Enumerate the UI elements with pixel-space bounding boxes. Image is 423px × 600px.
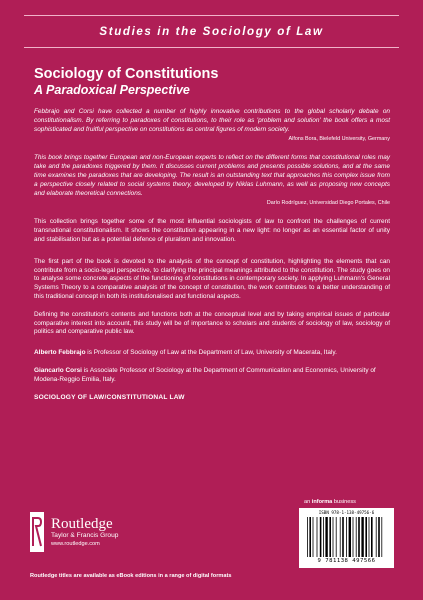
- series-banner: [0, 0, 423, 62]
- barcode-bars: [307, 517, 386, 557]
- publisher-logo: [30, 512, 118, 552]
- subject-category: SOCIOLOGY OF LAW/CONSTITUTIONAL LAW: [34, 393, 185, 401]
- back-cover-content: [34, 66, 390, 401]
- description-paragraph-1: This collection brings together some of the most influential sociologists of law to confront the challenges of current transnational constitutionalism. It shows the constitution appearing in a new light: no longer as an essential factor of unity and stabilisation but as a potential defence of pluralism and innovation.: [34, 218, 390, 243]
- author-bio-1: [34, 349, 390, 358]
- informa-tagline: an informa business: [304, 499, 356, 505]
- book-subtitle: A Paradoxical Perspective: [34, 83, 190, 97]
- description-paragraph-3: Defining the constitution's contents and functions both at the conceptual level and by taking empirical issues of particular comparative interest into account, this study will be of importance to scholars and students of sociology of law, sociology of politics and comparative public law.: [34, 310, 390, 336]
- author-name-2: Giancarlo Corsi: [34, 366, 82, 374]
- isbn-label: ISBN 978-1-138-49756-6: [318, 510, 375, 515]
- author-bio-text-1: is Professor of Sociology of Law at the Department of Law, University of Macerata, Italy.: [85, 349, 337, 357]
- series-title: Studies in the Sociology of Law: [99, 24, 324, 38]
- author-name-1: Alberto Febbrajo: [34, 349, 86, 357]
- author-bio-text-2: is Associate Professor of Sociology at the Department of Communication and Economics, University of Modena-Reggio Emilia, Italy.: [34, 366, 376, 383]
- review-quote-1: Febbrajo and Corsi have collected a number of highly innovative contributions to the global scholarly debate on constitutionalism. By referring to paradoxes of constitutions, to their role as 'problem and solution' the book offers a most sophisticated and fruitful perspective on constitutions as central figures of modern society.: [34, 108, 390, 133]
- series-bottom-rule: [24, 47, 399, 48]
- ebook-availability-note: Routledge titles are available as eBook editions in a range of digital formats: [30, 573, 232, 579]
- book-title: Sociology of Constitutions: [34, 66, 219, 82]
- publisher-url[interactable]: www.routledge.com: [51, 541, 100, 547]
- review-attribution-1: Alfons Bora, Bielefeld University, Germany: [288, 136, 390, 143]
- isbn-barcode: [299, 508, 394, 568]
- informa-brand: informa: [311, 499, 333, 505]
- barcode-digits: 9 781138 497566: [317, 558, 376, 564]
- publisher-name: Routledge: [51, 516, 113, 532]
- author-bio-2: [34, 367, 390, 385]
- review-quote-2: This book brings together European and non-European experts to reflect on the different forms that constitutional roles may take and the paradoxes triggered by them. It discusses current problems and presents possible solutions, and at the same time examines the paradoxes that are developing. The result is an outstanding text that approaches this complex issue from a perspective closely related to social systems theory, developed by Niklas Luhmann, as well as proposing new concepts and elaborate theoretical connections.: [34, 154, 390, 197]
- publisher-group: Taylor & Francis Group: [51, 532, 119, 539]
- review-attribution-2: Darío Rodríguez, Universidad Diego Portales, Chile: [266, 200, 390, 207]
- routledge-logo-icon: [30, 512, 44, 552]
- description-paragraph-2: The first part of the book is devoted to the analysis of the concept of constitution, highlighting the elements that can contribute from a socio-legal perspective, to clarifying the principal meanings attributed to the constitution. The study goes on to analyse some concrete aspects of the functioning of constitutions in contemporary society. In applying Luhmann's General Systems Theory to a comparative analysis of the concept of constitution, the work contributes to a better understanding of this traditional concept in both its institutionalised and functional aspects.: [34, 257, 390, 300]
